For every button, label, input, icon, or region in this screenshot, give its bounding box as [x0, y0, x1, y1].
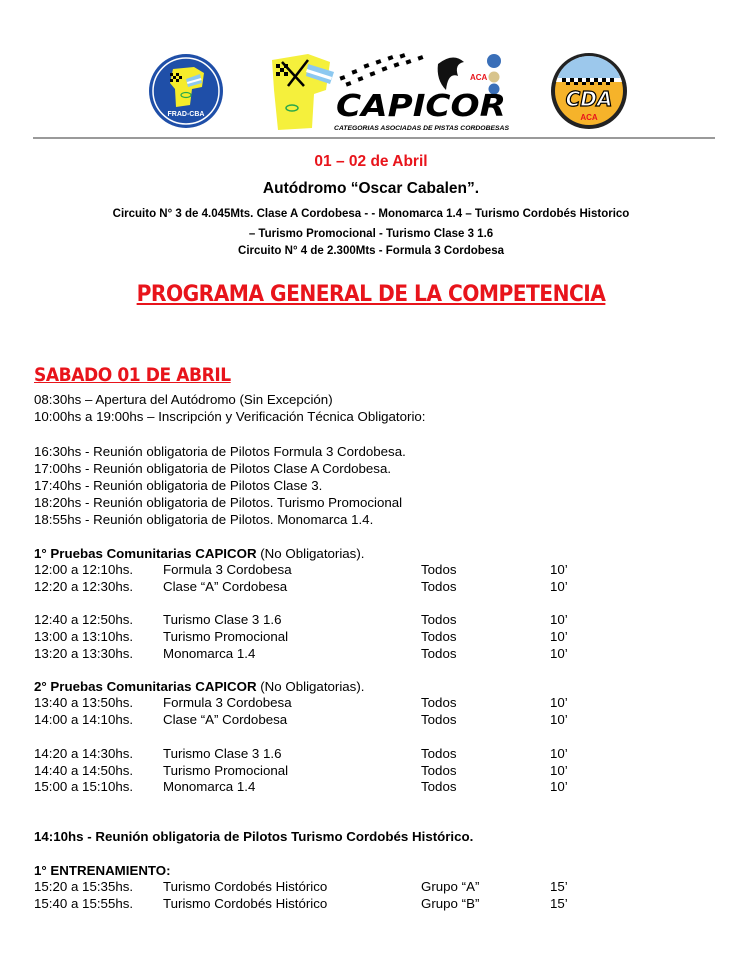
row-time: 14:40 a 14:50hs. — [34, 763, 134, 778]
entrenamiento-title: 1° ENTRENAMIENTO: — [34, 863, 171, 878]
day-title: SABADO 01 DE ABRIL — [34, 364, 231, 386]
program-title: PROGRAMA GENERAL DE LA COMPETENCIA — [136, 282, 606, 307]
capicor-logo-subtitle: CATEGORIAS ASOCIADAS DE PISTAS CORDOBESAS — [334, 126, 509, 132]
row-time: 12:00 a 12:10hs. — [34, 562, 134, 577]
opening-line: 10:00hs a 19:00hs – Inscripción y Verificación Técnica Obligatorio: — [34, 409, 426, 424]
row-category: Turismo Promocional — [163, 629, 289, 644]
meeting-line: 17:40hs - Reunión obligatoria de Pilotos Clase 3. — [34, 478, 323, 493]
row-duration: 15’ — [550, 879, 568, 894]
row-duration: 10’ — [550, 562, 568, 577]
row-duration: 10’ — [550, 712, 568, 727]
event-dates: 01 – 02 de Abril — [314, 153, 428, 170]
row-category: Monomarca 1.4 — [163, 779, 256, 794]
row-duration: 10’ — [550, 779, 568, 794]
pruebas-2-heading — [34, 679, 364, 694]
row-category: Formula 3 Cordobesa — [163, 562, 292, 577]
row-duration: 10’ — [550, 629, 568, 644]
row-group: Todos — [421, 763, 457, 778]
table-row — [34, 763, 634, 779]
row-group: Grupo “B” — [421, 896, 480, 911]
table-row — [34, 746, 634, 762]
table-row — [34, 712, 634, 728]
meeting-line: 18:20hs - Reunión obligatoria de Pilotos. Turismo Promocional — [34, 495, 403, 510]
circuit-line-2: – Turismo Promocional - Turismo Clase 3 1.6 — [248, 228, 494, 240]
table-row — [34, 695, 634, 711]
row-group: Todos — [421, 612, 457, 627]
row-group: Todos — [421, 695, 457, 710]
row-group: Todos — [421, 562, 457, 577]
historic-meeting: 14:10hs - Reunión obligatoria de Pilotos Turismo Cordobés Histórico. — [34, 829, 474, 844]
row-time: 15:00 a 15:10hs. — [34, 779, 134, 794]
circuit-line-3: Circuito N° 4 de 2.300Mts - Formula 3 Cordobesa — [238, 245, 504, 257]
row-duration: 10’ — [550, 746, 568, 761]
row-group: Todos — [421, 712, 457, 727]
row-category: Clase “A” Cordobesa — [163, 579, 288, 594]
row-duration: 10’ — [550, 763, 568, 778]
row-group: Todos — [421, 646, 457, 661]
header-divider — [33, 137, 715, 139]
row-time: 13:20 a 13:30hs. — [34, 646, 134, 661]
table-row — [34, 879, 634, 895]
row-category: Clase “A” Cordobesa — [163, 712, 288, 727]
table-row — [34, 779, 634, 795]
table-row — [34, 646, 634, 662]
pruebas-2-note: (No Obligatorias). — [256, 679, 365, 694]
pruebas-2-title: 2° Pruebas Comunitarias CAPICOR — [34, 679, 257, 694]
row-duration: 10’ — [550, 579, 568, 594]
pruebas-1-note: (No Obligatorias). — [256, 546, 365, 561]
row-category: Turismo Clase 3 1.6 — [163, 746, 282, 761]
meeting-line: 18:55hs - Reunión obligatoria de Pilotos. Monomarca 1.4. — [34, 512, 374, 527]
table-row — [34, 612, 634, 628]
row-time: 14:20 a 14:30hs. — [34, 746, 134, 761]
cda-logo-text: CDA — [565, 87, 613, 111]
frad-cba-logo-text: FRAD-CBA — [167, 111, 205, 118]
capicor-logo — [268, 50, 513, 135]
row-time: 12:20 a 12:30hs. — [34, 579, 134, 594]
row-category: Turismo Cordobés Histórico — [163, 896, 328, 911]
row-group: Todos — [421, 746, 457, 761]
row-group: Grupo “A” — [421, 879, 480, 894]
row-category: Formula 3 Cordobesa — [163, 695, 292, 710]
event-venue: Autódromo “Oscar Cabalen”. — [262, 180, 480, 197]
row-time: 15:20 a 15:35hs. — [34, 879, 134, 894]
row-group: Todos — [421, 629, 457, 644]
circuit-line-1: Circuito N° 3 de 4.045Mts. Clase A Cordobesa - - Monomarca 1.4 – Turismo Cordobés Historico — [112, 208, 630, 220]
row-category: Turismo Clase 3 1.6 — [163, 612, 282, 627]
row-duration: 15’ — [550, 896, 568, 911]
pruebas-1-heading — [34, 546, 364, 561]
header-logos — [0, 0, 742, 140]
row-group: Todos — [421, 779, 457, 794]
meeting-line: 16:30hs - Reunión obligatoria de Pilotos Formula 3 Cordobesa. — [34, 444, 406, 459]
cda-logo — [550, 52, 628, 130]
opening-line: 08:30hs – Apertura del Autódromo (Sin Excepción) — [34, 392, 333, 407]
row-duration: 10’ — [550, 646, 568, 661]
row-group: Todos — [421, 579, 457, 594]
row-time: 13:00 a 13:10hs. — [34, 629, 134, 644]
table-row — [34, 579, 634, 595]
table-row — [34, 896, 634, 912]
row-duration: 10’ — [550, 695, 568, 710]
table-row — [34, 562, 634, 578]
row-time: 12:40 a 12:50hs. — [34, 612, 134, 627]
pruebas-1-title: 1° Pruebas Comunitarias CAPICOR — [34, 546, 257, 561]
meeting-line: 17:00hs - Reunión obligatoria de Pilotos Clase A Cordobesa. — [34, 461, 392, 476]
frad-cba-logo — [148, 53, 224, 129]
capicor-logo-text: CAPICOR — [336, 89, 506, 124]
row-duration: 10’ — [550, 612, 568, 627]
table-row — [34, 629, 634, 645]
cda-aca-badge: ACA — [580, 113, 598, 122]
row-category: Turismo Cordobés Histórico — [163, 879, 328, 894]
svg-text:ACA: ACA — [470, 73, 488, 82]
row-time: 15:40 a 15:55hs. — [34, 896, 134, 911]
row-category: Monomarca 1.4 — [163, 646, 256, 661]
row-category: Turismo Promocional — [163, 763, 289, 778]
row-time: 14:00 a 14:10hs. — [34, 712, 134, 727]
row-time: 13:40 a 13:50hs. — [34, 695, 134, 710]
